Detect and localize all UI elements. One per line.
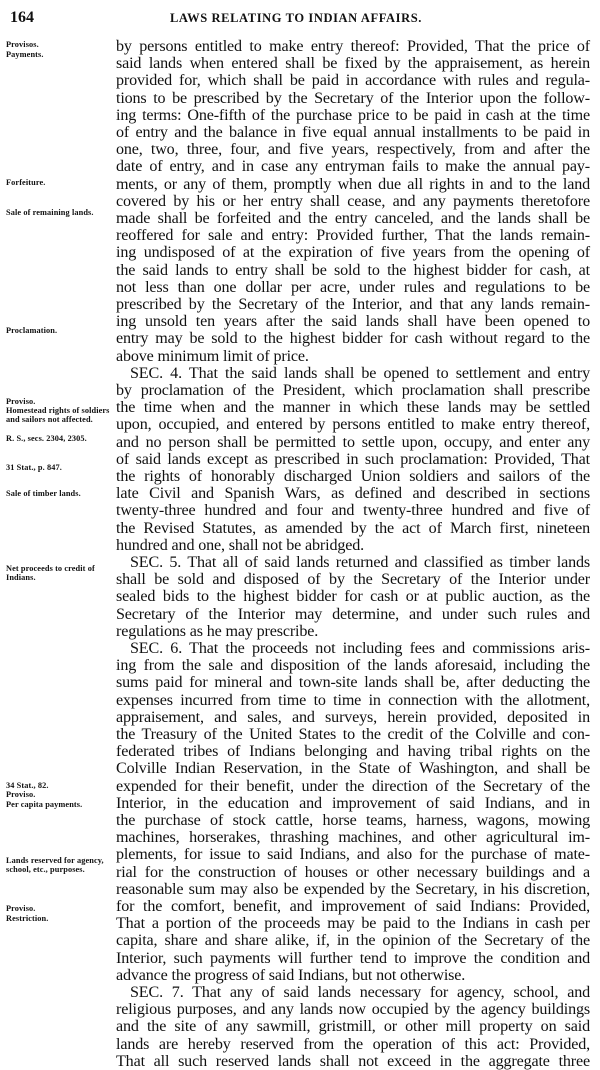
text-line: religious purposes, and any lands now occupied by the agency buildings	[116, 1001, 590, 1019]
text-line: tions to be prescribed by the Secretary of the Interior upon the follow-	[116, 89, 590, 107]
text-line: entry may be sold to the highest bidder for cash without regard to the	[116, 330, 590, 348]
text-line: date of entry, and in case any entryman fails to make the annual pay-	[116, 158, 590, 176]
text-line: hundred and one, shall not be abridged.	[116, 536, 365, 554]
text-line: federated tribes of Indians belonging and having tribal rights on the	[116, 743, 590, 761]
text-line: the said lands to entry shall be sold to the highest bidder for cash, at	[116, 261, 590, 279]
text-line: shall be sold and disposed of by the Secretary of the Interior under	[116, 571, 590, 589]
text-line: SEC. 7. That any of said lands necessary for agency, school, and	[130, 984, 590, 1001]
text-line: expended for their benefit, under the direction of the Secretary of the	[116, 777, 590, 795]
text-line: by proclamation of the President, which proclamation shall prescribe	[116, 382, 590, 399]
text-line: Secretary of the Interior may determine, and under such rules and	[116, 605, 590, 623]
margin-note-forfeiture: Forfeiture.	[6, 178, 46, 187]
margin-note-sale-remaining-lands: Sale of remaining lands.	[6, 208, 94, 217]
text-line: ing unsold ten years after the said lands shall have been opened to	[116, 313, 590, 331]
text-line: reoffered for sale and entry: Provided further, That the lands remain-	[116, 227, 590, 245]
text-line: the time when and the manner in which these lands may be settled	[116, 399, 590, 417]
text-line: SEC. 6. That the proceeds not including fees and commissions aris-	[130, 640, 590, 657]
text-line: by persons entitled to make entry thereof: Provided, That the price of	[116, 38, 590, 55]
margin-note-net-proceeds: Net proceeds to credit of Indians.	[6, 564, 95, 583]
margin-note-proviso-1: Proviso.	[6, 397, 36, 406]
text-line: reasonable sum may also be expended by the Secretary, in his discretion,	[116, 880, 590, 898]
text-line: sealed bids to the highest bidder for cash or at public auction, as the	[116, 588, 590, 606]
text-line: twenty-three hundred and four and twenty-three hundred and five of	[116, 502, 590, 520]
text-line: ing terms: One-fifth of the purchase price to be paid in cash at the time	[116, 106, 590, 124]
running-head: LAWS RELATING TO INDIAN AFFAIRS.	[170, 11, 423, 25]
text-line: sums paid for mineral and town-site lands shall be, after deducting the	[116, 674, 590, 692]
text-line: Interior, such payments will further tend to improve the condition and	[116, 949, 590, 967]
text-line: Colville Indian Reservation, in the State of Washington, and shall be	[116, 760, 590, 778]
text-line: appraisement, and sales, and surveys, herein provided, deposited in	[116, 708, 590, 726]
text-line: machines, horserakes, thrashing machines, and other agricultural im-	[116, 829, 590, 847]
text-line: of said lands except as prescribed in such proclamation: Provided, That	[116, 450, 590, 468]
margin-note-restriction: Restriction.	[6, 914, 49, 923]
margin-note-rs-sections: R. S., secs. 2304, 2305.	[6, 434, 87, 443]
text-line: rial for the construction of houses or other necessary buildings and a	[116, 863, 590, 881]
text-line: ments, or any of them, promptly when due all rights in and to the land	[116, 175, 590, 193]
margin-note-sale-timber-lands: Sale of timber lands.	[6, 489, 81, 498]
text-line: That a portion of the proceeds may be paid to the Indians in cash per	[116, 915, 590, 933]
margin-note-31-stat: 31 Stat., p. 847.	[6, 463, 62, 472]
text-line: not less than one dollar per acre, under rules and regulations to be	[116, 278, 590, 296]
margin-note-proviso-2: Proviso.	[6, 790, 36, 799]
text-line: late Civil and Spanish Wars, as defined and described in sections	[116, 485, 590, 503]
page-header	[0, 0, 600, 34]
text-line: made shall be forfeited and the entry canceled, and the lands shall be	[116, 210, 590, 227]
margin-note-proviso-3: Proviso.	[6, 904, 36, 913]
text-line: the rights of honorably discharged Union soldiers and sailors of the	[116, 468, 590, 485]
text-line: the purchase of stock cattle, horse teams, harness, wagons, mowing	[116, 812, 590, 829]
margin-note-proclamation: Proclamation.	[6, 326, 58, 335]
text-line: regulations as he may prescribe.	[116, 622, 319, 640]
text-line: of entry and the balance in five equal annual installments to be paid in	[116, 124, 590, 141]
text-line: ing from the sale and disposition of the lands aforesaid, including the	[116, 657, 590, 675]
text-line: the Revised Statutes, as amended by the act of March first, nineteen	[116, 519, 590, 537]
margin-note-34-stat: 34 Stat., 82.	[6, 781, 49, 790]
text-line: advance the progress of said Indians, but not otherwise.	[116, 966, 466, 984]
text-line: and the site of any sawmill, gristmill, or other mill property on said	[116, 1018, 590, 1036]
text-line: upon, occupied, and entered by persons entitled to make entry thereof,	[116, 416, 590, 434]
margin-note-lands-reserved: Lands reserved for agency, school, etc., purposes.	[6, 856, 104, 875]
text-line: said lands when entered shall be fixed by the appraisement, as herein	[116, 55, 590, 73]
text-line: SEC. 5. That all of said lands returned and classified as timber lands	[130, 554, 590, 571]
text-line: plements, for issue to said Indians, and also for the purchase of mate-	[116, 846, 590, 864]
text-line: That all such reserved lands shall not exceed in the aggregate three	[116, 1052, 590, 1070]
page-number: 164	[10, 9, 34, 26]
text-line: prescribed by the Secretary of the Interior, and that any lands remain-	[116, 296, 590, 313]
margin-note-homestead-rights: Homestead rights of soldiers and sailors not affected.	[6, 406, 110, 425]
text-line: capita, share and share alike, if, in the opinion of the Secretary of the	[116, 932, 590, 950]
text-line: expenses incurred from time to time in connection with the allotment,	[116, 691, 590, 709]
text-line: provided for, which shall be paid in accordance with rules and regula-	[116, 72, 590, 90]
text-line: and no person shall be permitted to settle upon, occupy, and enter any	[116, 433, 590, 451]
text-line: above minimum limit of price.	[116, 347, 309, 365]
margin-note-provisos: Provisos.	[6, 40, 39, 49]
text-line: ing undisposed of at the expiration of five years from the opening of	[116, 244, 590, 262]
margin-note-per-capita: Per capita payments.	[6, 800, 83, 809]
text-line: SEC. 4. That the said lands shall be opened to settlement and entry	[130, 364, 590, 382]
margin-note-payments: Payments.	[6, 50, 44, 59]
text-line: one, two, three, four, and five years, respectively, from and after the	[116, 141, 590, 159]
text-line: lands are hereby reserved from the operation of this act: Provided,	[116, 1035, 590, 1053]
text-line: for the comfort, benefit, and improvement of said Indians: Provided,	[116, 898, 590, 915]
text-line: Interior, in the education and improvement of said Indians, and in	[116, 794, 590, 812]
text-line: covered by his or her entry shall cease, and any payments theretofore	[116, 192, 590, 210]
text-line: the Treasury of the United States to the credit of the Colville and con-	[116, 726, 590, 743]
